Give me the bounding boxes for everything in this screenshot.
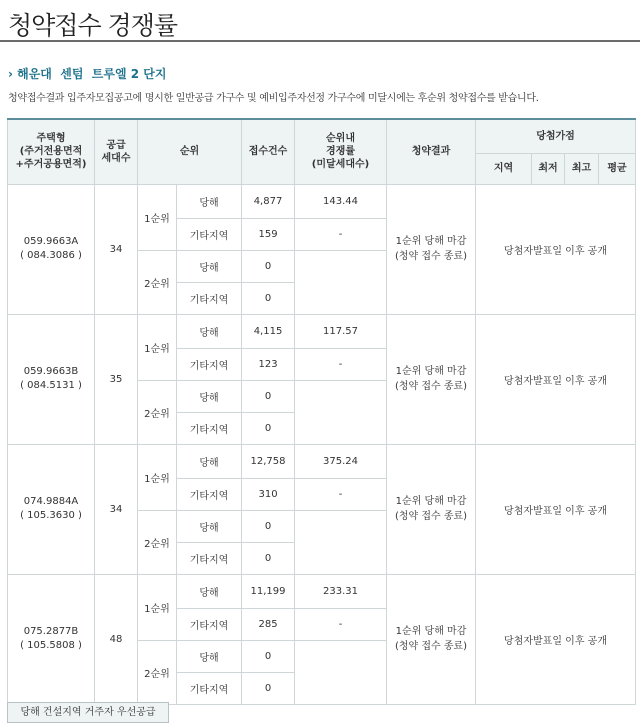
region-cell: 당해 — [177, 250, 242, 282]
house-type-cell: 059.9663B ( 084.5131 ) — [8, 314, 95, 444]
competition-ratio-cell — [295, 250, 387, 314]
page-title: 청약접수 경쟁률 — [8, 11, 177, 40]
header-house-type: 주택형 (주거전용면적 +주거공용면적) — [8, 119, 95, 184]
title-divider — [0, 40, 640, 42]
rank-label-cell: 1순위 — [138, 184, 177, 250]
header-ws-max: 최고 — [565, 153, 599, 184]
application-count-cell: 285 — [242, 608, 295, 640]
competition-ratio-cell: - — [295, 348, 387, 380]
application-count-cell: 123 — [242, 348, 295, 380]
winning-score-cell: 당첨자발표일 이후 공개 — [476, 444, 636, 574]
header-ws-min: 최저 — [532, 153, 565, 184]
application-count-cell: 0 — [242, 380, 295, 412]
region-cell: 기타지역 — [177, 672, 242, 704]
result-cell: 1순위 당해 마감 (청약 접수 종료) — [387, 574, 476, 704]
region-cell: 기타지역 — [177, 282, 242, 314]
application-count-cell: 0 — [242, 510, 295, 542]
application-count-cell: 0 — [242, 542, 295, 574]
competition-ratio-cell — [295, 510, 387, 574]
competition-ratio-cell: - — [295, 218, 387, 250]
winning-score-cell: 당첨자발표일 이후 공개 — [476, 314, 636, 444]
supply-cell: 34 — [95, 184, 138, 314]
region-cell: 당해 — [177, 184, 242, 218]
header-rank: 순위 — [138, 119, 242, 184]
region-cell: 당해 — [177, 510, 242, 542]
house-type-cell: 075.2877B ( 105.5808 ) — [8, 574, 95, 704]
competition-table — [7, 118, 636, 705]
region-cell: 당해 — [177, 640, 242, 672]
rank-label-cell: 2순위 — [138, 380, 177, 444]
application-count-cell: 0 — [242, 282, 295, 314]
winning-score-cell: 당첨자발표일 이후 공개 — [476, 574, 636, 704]
rank-label-cell: 1순위 — [138, 574, 177, 640]
header-supply-units: 공급 세대수 — [95, 119, 138, 184]
competition-ratio-cell — [295, 380, 387, 444]
table-row — [8, 184, 636, 218]
winning-score-cell: 당첨자발표일 이후 공개 — [476, 184, 636, 314]
application-count-cell: 0 — [242, 672, 295, 704]
notice-text: 청약접수결과 입주자모집공고에 명시한 일반공급 가구수 및 예비입주자선정 가구수에 미달시에는 후순위 청약접수를 받습니다. — [8, 93, 539, 104]
application-count-cell: 11,199 — [242, 574, 295, 608]
region-cell: 기타지역 — [177, 412, 242, 444]
competition-ratio-cell: - — [295, 608, 387, 640]
region-cell: 당해 — [177, 574, 242, 608]
result-cell: 1순위 당해 마감 (청약 접수 종료) — [387, 444, 476, 574]
result-cell: 1순위 당해 마감 (청약 접수 종료) — [387, 184, 476, 314]
supply-cell: 35 — [95, 314, 138, 444]
competition-ratio-cell: - — [295, 478, 387, 510]
result-cell: 1순위 당해 마감 (청약 접수 종료) — [387, 314, 476, 444]
header-applications: 접수건수 — [242, 119, 295, 184]
application-count-cell: 310 — [242, 478, 295, 510]
competition-ratio-cell: 143.44 — [295, 184, 387, 218]
application-count-cell: 159 — [242, 218, 295, 250]
rank-label-cell: 2순위 — [138, 640, 177, 704]
competition-ratio-cell: 375.24 — [295, 444, 387, 478]
competition-ratio-cell: 117.57 — [295, 314, 387, 348]
table-row — [8, 314, 636, 348]
supply-cell: 34 — [95, 444, 138, 574]
table-row — [8, 574, 636, 608]
priority-supply-button[interactable]: 당해 건설지역 거주자 우선공급 — [7, 702, 169, 723]
house-type-cell: 074.9884A ( 105.3630 ) — [8, 444, 95, 574]
application-count-cell: 12,758 — [242, 444, 295, 478]
header-ws-region: 지역 — [476, 153, 532, 184]
competition-ratio-cell: 233.31 — [295, 574, 387, 608]
region-cell: 기타지역 — [177, 348, 242, 380]
header-ws-avg: 평균 — [599, 153, 636, 184]
header-result: 청약결과 — [387, 119, 476, 184]
application-count-cell: 0 — [242, 640, 295, 672]
region-cell: 기타지역 — [177, 542, 242, 574]
supply-cell: 48 — [95, 574, 138, 704]
header-competition-ratio: 순위내 경쟁률 (미달세대수) — [295, 119, 387, 184]
application-count-cell: 4,115 — [242, 314, 295, 348]
rank-label-cell: 2순위 — [138, 510, 177, 574]
rank-label-cell: 1순위 — [138, 314, 177, 380]
rank-label-cell: 2순위 — [138, 250, 177, 314]
header-winning-score: 당첨가점 — [476, 119, 636, 153]
region-cell: 기타지역 — [177, 478, 242, 510]
rank-label-cell: 1순위 — [138, 444, 177, 510]
house-type-cell: 059.9663A ( 084.3086 ) — [8, 184, 95, 314]
region-cell: 기타지역 — [177, 218, 242, 250]
table-row — [8, 444, 636, 478]
region-cell: 기타지역 — [177, 608, 242, 640]
region-cell: 당해 — [177, 314, 242, 348]
region-cell: 당해 — [177, 380, 242, 412]
application-count-cell: 4,877 — [242, 184, 295, 218]
competition-ratio-cell — [295, 640, 387, 704]
region-cell: 당해 — [177, 444, 242, 478]
complex-name: › 해운대 센텀 트루엘 2 단지 — [8, 67, 167, 81]
application-count-cell: 0 — [242, 250, 295, 282]
application-count-cell: 0 — [242, 412, 295, 444]
